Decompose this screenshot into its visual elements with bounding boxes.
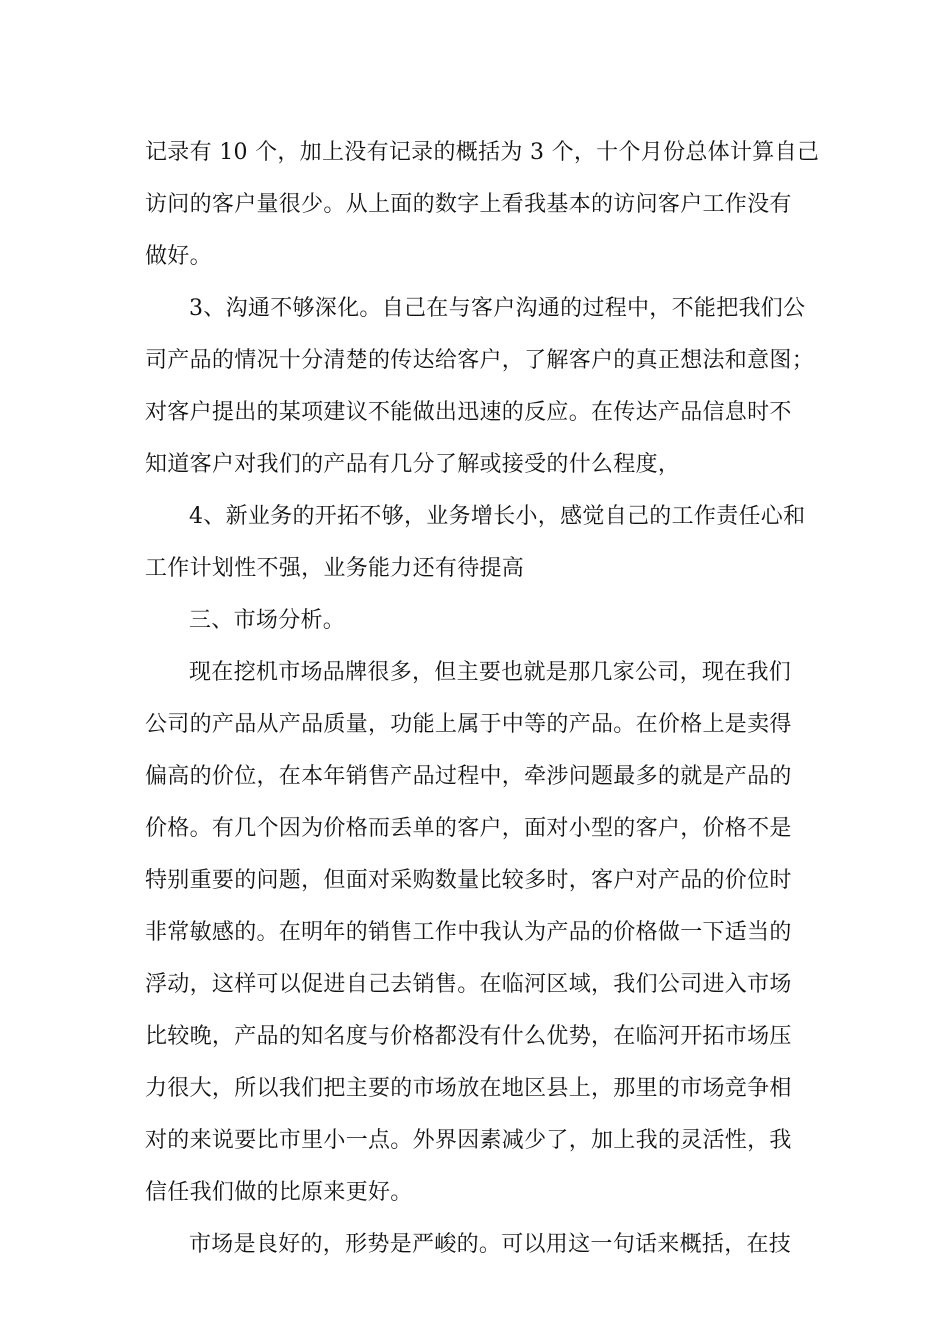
text-line: 公司的产品从产品质量，功能上属于中等的产品。在价格上是卖得 — [145, 712, 792, 737]
text-line: 现在挖机市场品牌很多，但主要也就是那几家公司，现在我们 — [189, 660, 792, 685]
text-line: 对的来说要比市里小一点。外界因素减少了，加上我的灵活性，我 — [145, 1128, 792, 1153]
text-line: 知道客户对我们的产品有几分了解或接受的什么程度， — [145, 452, 681, 477]
text-line: 特别重要的问题，但面对采购数量比较多时，客户对产品的价位时 — [145, 868, 792, 893]
text-line: 工作计划性不强，业务能力还有待提高 — [145, 556, 525, 581]
text-line: 浮动，这样可以促进自己去销售。在临河区域，我们公司进入市场 — [145, 972, 792, 997]
text-line: 4、新业务的开拓不够，业务增长小，感觉自己的工作责任心和 — [189, 504, 806, 529]
text-line: 比较晚，产品的知名度与价格都没有什么优势，在临河开拓市场压 — [145, 1024, 792, 1049]
text-line: 非常敏感的。在明年的销售工作中我认为产品的价格做一下适当的 — [145, 920, 792, 945]
text-line: 信任我们做的比原来更好。 — [145, 1180, 413, 1205]
text-line: 记录有 10 个，加上没有记录的概括为 3 个，十个月份总体计算自己 — [145, 140, 820, 165]
text-line: 对客户提出的某项建议不能做出迅速的反应。在传达产品信息时不 — [145, 400, 792, 425]
text-line: 市场是良好的，形势是严峻的。可以用这一句话来概括，在技 — [189, 1232, 792, 1257]
text-line: 价格。有几个因为价格而丢单的客户，面对小型的客户，价格不是 — [145, 816, 792, 841]
text-line: 司产品的情况十分清楚的传达给客户，了解客户的真正想法和意图； — [145, 348, 815, 373]
section-heading: 三、市场分析。 — [189, 608, 346, 633]
text-line: 访问的客户量很少。从上面的数字上看我基本的访问客户工作没有 — [145, 192, 792, 217]
document-body — [145, 127, 820, 1271]
text-line: 力很大，所以我们把主要的市场放在地区县上，那里的市场竞争相 — [145, 1076, 792, 1101]
text-line: 偏高的价位，在本年销售产品过程中，牵涉问题最多的就是产品的 — [145, 764, 792, 789]
text-line: 做好。 — [145, 244, 212, 269]
text-line: 3、沟通不够深化。自己在与客户沟通的过程中，不能把我们公 — [189, 296, 806, 321]
